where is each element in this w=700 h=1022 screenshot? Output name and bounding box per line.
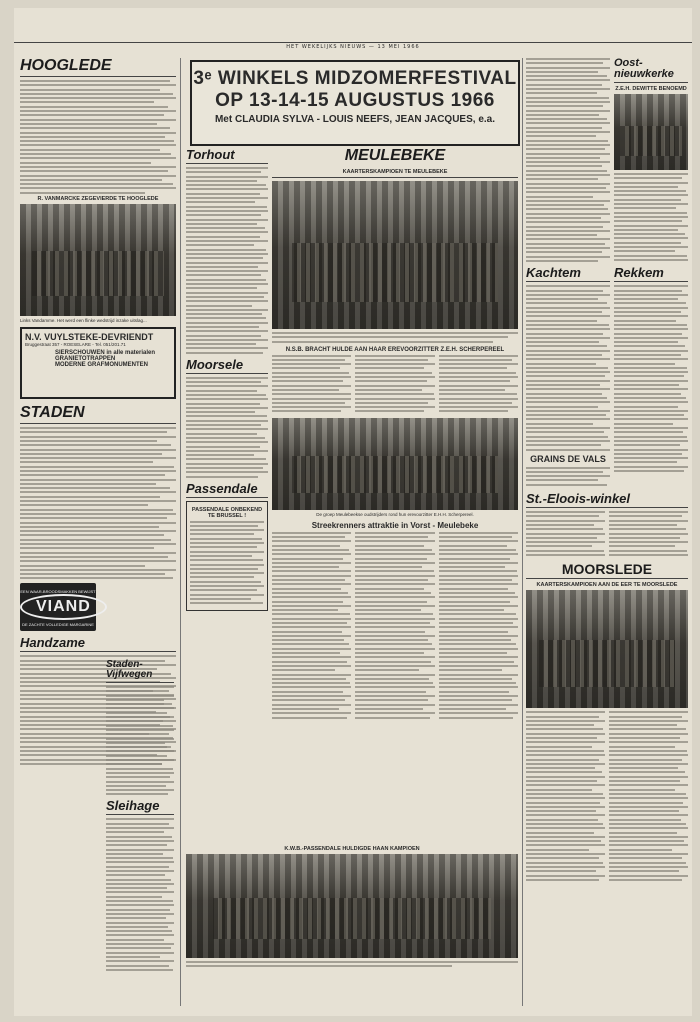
section-title-staden: STADEN [20, 405, 176, 424]
column-center [272, 148, 518, 721]
section-title-kachtem: Kachtem [526, 266, 610, 282]
oostnieuwkerke [614, 58, 688, 264]
festival-banner [190, 60, 520, 146]
column-right [526, 58, 688, 883]
oostnieuwkerke-text [614, 173, 688, 261]
meulebeke-sub: KAARTERSKAMPIOEN TE MEULEBEKE [272, 169, 518, 178]
meulebeke-photo [272, 181, 518, 329]
section-title-meulebeke: MEULEBEKE [344, 147, 446, 164]
moorslede-photo [526, 590, 688, 708]
meulebeke-text2 [272, 355, 518, 415]
ad-viand [20, 583, 96, 631]
section-title-steloois: St.-Eloois-winkel [526, 492, 688, 508]
section-title-torhout: Torhout [186, 148, 268, 164]
passendale-photo-block [186, 844, 518, 970]
ad-vuylsteke-line1: SIERSCHOUWEN in alle materialen [55, 350, 156, 357]
column-middle-left [186, 148, 268, 614]
meulebeke-text3 [272, 532, 518, 721]
passendale-photo [186, 854, 518, 958]
moorslede-sub: KAARTERSKAMPIOEN AAN DE EER TE MOORSLEDE [536, 582, 678, 589]
passendale-photo-caption: K.W.B.-PASSENDALE HULDIGDE HAAN KAMPIOEN [284, 846, 420, 852]
page-header: HET WEKELIJKS NIEUWS — 13 MEI 1966 [286, 44, 420, 50]
section-title-oostnieuwkerke: Oost-nieuwkerke [614, 58, 688, 83]
section-title-sleihage: Sleihage [106, 799, 174, 815]
steloois-text [526, 511, 688, 558]
staden-text [20, 427, 176, 579]
ad-vuylsteke [20, 327, 176, 399]
right-text-a [526, 58, 610, 264]
section-title-rekkem: Rekkem [614, 266, 688, 282]
banner-line1: 3ᵉ WINKELS MIDZOMERFESTIVAL [193, 68, 517, 89]
torhout-text [186, 167, 268, 354]
ad-viand-top: EEN WAAR-BROODSMAKKEN BEWIJST [20, 589, 96, 595]
header-rule [14, 42, 692, 43]
section-title-staden-vijfwegen: Staden-Vijfwegen [106, 660, 174, 683]
ad-vuylsteke-line3: MODERNE GRAFMONUMENTEN [55, 362, 148, 369]
dewitte-photo [614, 94, 688, 170]
passendale-box-title: PASSENDALE ONBEKEND TE BRUSSEL ! [191, 506, 263, 519]
ad-viand-bottom: DE ZACHTE VOLLEDIGE MARGARINE [22, 622, 94, 628]
viand-logo: VIAND [20, 594, 107, 620]
hooglede-text [20, 80, 176, 194]
meulebeke-caption-text [272, 332, 518, 343]
nsb-photo [272, 418, 518, 510]
meulebeke-caption2: De groep Meulebeekse oudstrijders rond hun erevoorzitter E.H.H. Scherpereel. [316, 511, 474, 517]
meulebeke-headline3: Streekrenners attraktie in Vorst - Meulebeke [311, 520, 479, 530]
meulebeke-headline2: N.S.B. BRACHT HULDE AAN HAAR EREVOORZITTER Z.E.H. SCHERPEREEL [285, 346, 505, 353]
kachtem [526, 266, 610, 488]
section-title-hooglede: HOOGLEDE [20, 58, 176, 77]
hooglede-photo-text: Links Vandamme. Het werd een flinke wedstrijd inzake uitslag... [20, 318, 147, 324]
passendale-photo-text [186, 961, 518, 967]
ad-vuylsteke-name: N.V. VUYLSTEKE-DEVRIENDT [25, 332, 154, 343]
passendale-box [186, 501, 268, 611]
hooglede-photo-caption: R. VANMARCKE ZEGEVIERDE TE HOOGLEDE [37, 196, 159, 203]
hooglede-photo [20, 204, 176, 316]
grains-de-vals: GRAINS DE VALS [530, 453, 606, 464]
section-title-passendale: Passendale [186, 482, 268, 498]
banner-line2: OP 13-14-15 AUGUSTUS 1966 [215, 90, 495, 111]
moorsele-text [186, 377, 268, 478]
section-title-moorslede: MOORSLEDE [526, 562, 688, 579]
section-title-moorsele: Moorsele [186, 358, 268, 374]
section-title-handzame: Handzame [20, 636, 176, 652]
banner-line3: Met CLAUDIA SYLVA - LOUIS NEEFS, JEAN JACQUES, e.a. [214, 114, 496, 125]
column-vijfwegen [106, 660, 174, 973]
column-rule [522, 58, 523, 1006]
rekkem [614, 266, 688, 488]
moorslede-text [526, 711, 688, 883]
oostnieuwkerke-sub: Z.E.H. DEWITTE BENOEMD [615, 86, 687, 92]
column-rule [180, 58, 181, 1006]
ad-vuylsteke-address: Bruggestraat 357 - ROESELARE - Tel. 051/201.71 [25, 342, 126, 348]
ad-vuylsteke-line2: GRANIETOTRAPPEN [55, 356, 116, 363]
